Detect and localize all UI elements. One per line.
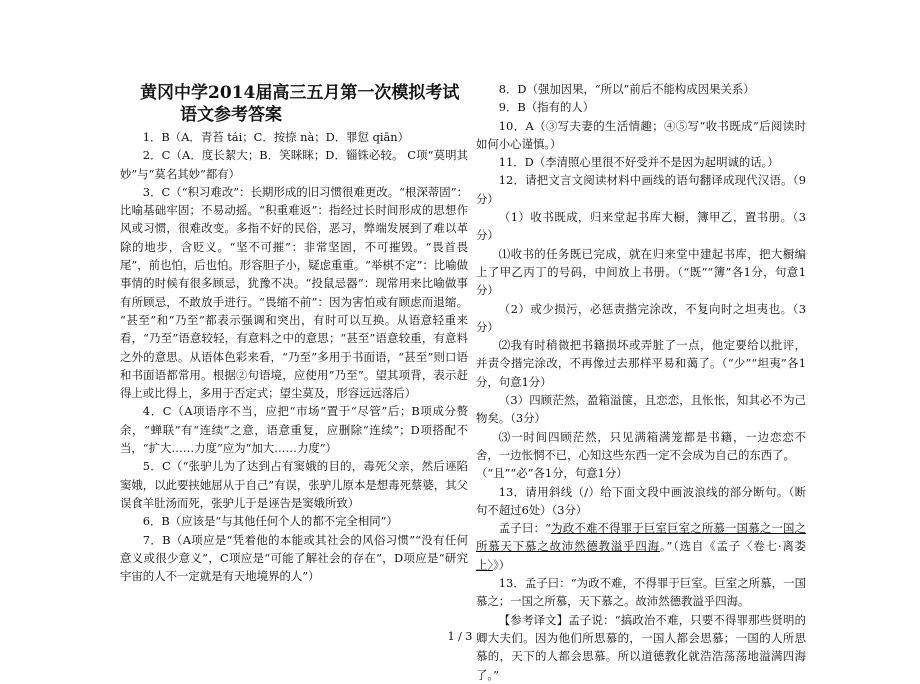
q12-sentence-2: （2）或少损污，必惩责揩完涂改，不复向时之坦夷也。（3分） — [476, 301, 806, 334]
question-12: 12．请把文言文阅读材料中画线的语句翻译成现代汉语。（9分） — [476, 173, 806, 206]
page-number: 1 / 3 — [447, 630, 473, 643]
answer-item: 7．B（A项应是“凭着他的本能或其社会的风俗习惯”“没有任何意义或很少意义”，C项应是“可能了解社会的存在”，D项应是“研究宇宙的人不一定就是有天地境界的人”） — [120, 532, 468, 584]
answer-item: 3．C（“积习难改”：长期形成的旧习惯很难更改。“根深蒂固”：比喻基础牢固；不易动摇。“积重难返”：指经过长时间形成的思想作风或习惯，很难改变。多指不好的民俗，恶习，弊端发展到了难以革除的地步，含贬义。“坚不可摧”：非常坚固，不可摧毁。“畏首畏尾”，前也怕，后也怕。形容胆子小，疑虑重重。“举棋不定”：比喻做事情的时候有很多顾忌，犹豫不决。“投鼠忌器”：现常用来比喻做事有所顾忌，不敢放手进行。“畏缩不前”：因为害怕或有顾虑而退缩。 “甚至”和“乃至”都表示强调和突出，有时可以互换。从语意轻重来看，“乃至”语意较轻，有意料之中的意思；“甚至”语意较重，有意料之外的意思。从语体色彩来看，“乃至”多用于书面语，“甚至”则口语和书面语都常用。根据②句语境，应使用“乃至”。望其项背，表示赶得上或比得上，多用于否定式；望尘莫及，形容远远落后） — [120, 184, 468, 401]
q12-scoring-3: （“且”“必”各1分，句意1分） — [476, 466, 628, 481]
page-subtitle: 语文参考答案 — [180, 105, 282, 125]
answer-item: 9．B（指有的人） — [498, 100, 595, 115]
answer-item: 8．D（强加因果，“所以”前后不能构成因果关系） — [498, 82, 755, 96]
answer-item: 4．C（A项语序不当，应把“市场”置于“尽管”后；B项成分赘余，“蝉联”有“连续”之意，语意重复，应删除“连续”；D项搭配不当，“扩大……力度”应为“加大……力度”） — [120, 404, 468, 456]
q13-prefix: 孟子曰：“ — [498, 521, 551, 536]
q12-answer-2: ⑵我有时稍微把书籍损坏或弄脏了一点，他定要给以批评，并责令揩完涂改，不再像过去那样平易和蔼了。（“少”“坦夷”各1分，句意1分） — [476, 338, 806, 389]
q13-source: 上〉 — [476, 557, 494, 572]
answer-item: 6．B（应该是“与其他任何个人的都不完全相同”） — [142, 514, 398, 529]
q13-translation: 【参考译文】孟子说：“搞政治不难，只要不得罪那些贤明的卿大夫们。因为他们所思慕的，一国人都会思慕；一国的人所思慕的，天下的人都会思慕。所以道德教化就浩浩荡荡地溢满四海了。” — [476, 612, 806, 682]
page-title: 黄冈中学2014届高三五月第一次模拟考试 — [140, 83, 460, 103]
q13-mid: 。”（选自《孟子〈卷七·离娄 — [659, 539, 806, 554]
q13-answer: 13．孟子曰：“为政不难，不得罪于巨室。巨室之所慕，一国慕之；一国之所慕，天下慕之。故沛然德教溢乎四海。 — [476, 576, 806, 609]
answer-item: 2．C（A．度长絜大；B．笑眯眯；D．锱铢必较。 C项“莫明其妙”与“莫名其妙”都有） — [120, 148, 468, 181]
q12-sentence-3: （3）四顾茫然，盈箱溢箧，且恋恋，且怅怅，知其必不为己物矣。（3分） — [476, 393, 806, 426]
answer-item: 1．B（A．青苔 tái；C．按捺 nà；D．罪愆 qiān） — [142, 130, 410, 144]
q13-end: 》） — [493, 557, 511, 572]
q13-underlined-text: 为政不难不得罪于巨室巨室之所慕一国慕之一国之所慕天下慕之故沛然德教溢乎四海 — [476, 521, 806, 554]
answer-item: 10．A（③写夫妻的生活情趣；④⑤写“收书既成”后阅读时如何小心谨慎。） — [476, 118, 806, 151]
question-13: 13．请用斜线（/）给下面文段中画波浪线的部分断句。（断句不超过6处）（3分） — [476, 484, 806, 517]
q12-answer-3: ⑶一时间四顾茫然，只见满箱满笼都是书籍，一边恋恋不舍，一边怅惘不已，心知这些东西一定不会成为自己的东西了。 — [476, 429, 806, 462]
q12-answer-1: ⑴收书的任务既已完成，就在归来堂中建起书库，把大橱编上了甲乙丙丁的号码，中间放上书册。（“既”“簿”各1分，句意1分） — [476, 246, 806, 298]
right-column — [476, 80, 806, 684]
left-column — [120, 82, 468, 585]
answer-item: 11．D（李清照心里很不好受并不是因为起明诚的话。） — [498, 155, 779, 170]
q12-sentence-1: （1）收书既成，归来堂起书库大橱，簿甲乙，置书册。（3分） — [476, 210, 806, 243]
q13-passage — [476, 519, 806, 574]
answer-item: 5．C（“张驴儿为了达到占有窦娥的目的，毒死父亲，然后诬陷窦娥，以此要挟她屈从于自己”有误，张驴儿原本是想毒死蔡婆，其父误食羊肚汤而死，张驴儿于是诬告是窦娥所致） — [120, 459, 468, 510]
